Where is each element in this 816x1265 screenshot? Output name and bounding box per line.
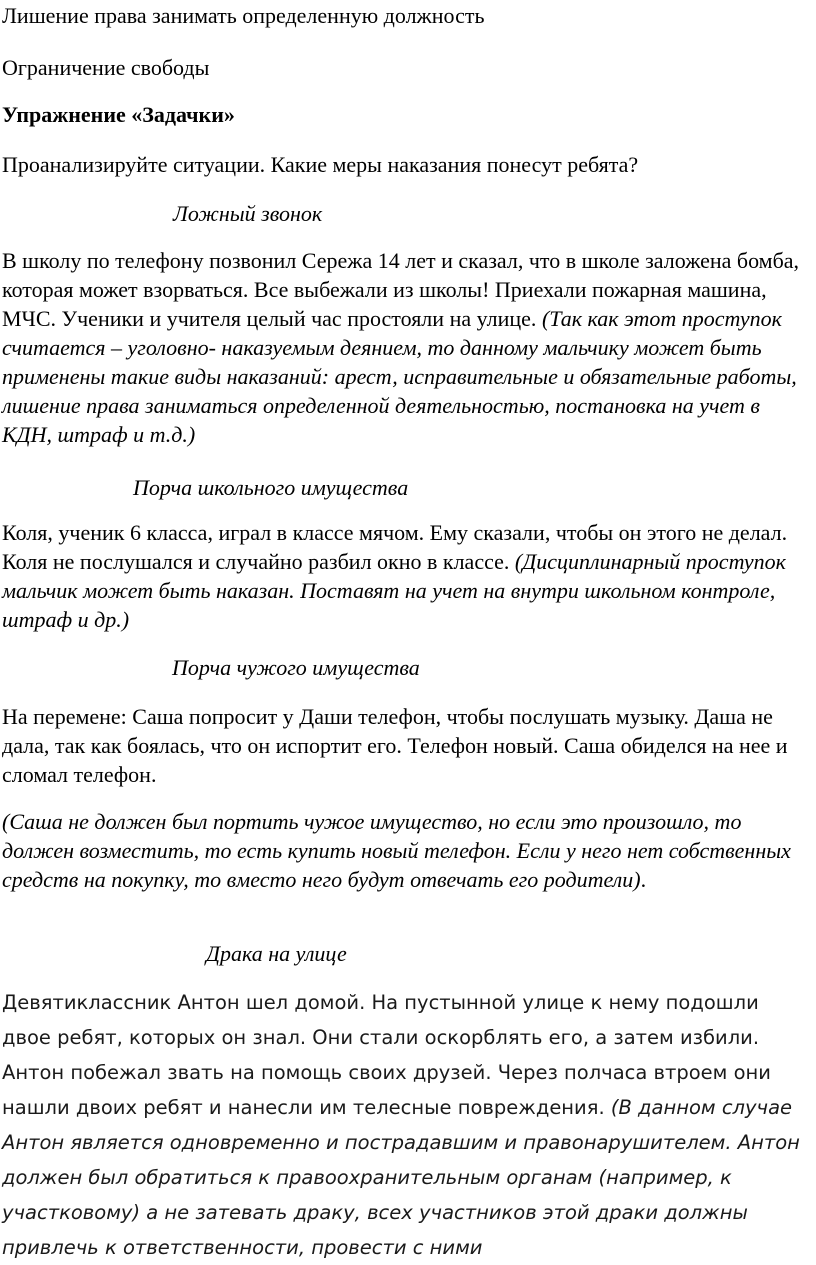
case-others-property-paragraph	[2, 702, 812, 789]
case-others-property-text: На перемене: Саша попросит у Даши телефон, чтобы послушать музыку. Даша не дала, так как боялась, что он испортит его. Телефон новый. Саша обиделся на нее и сломал телефон.	[2, 704, 788, 787]
case-false-call-paragraph	[2, 246, 812, 449]
case-others-property-answer-end: .	[640, 867, 647, 892]
case-school-property-answer: (Дисциплинарный проступок мальчик может быть наказан. Поставят на учет на внутри школьном контроле, штраф и др.)	[2, 549, 786, 632]
case-school-property-text: Коля, ученик 6 класса, играл в классе мячом. Ему сказали, чтобы он этого не делал. Коля не послушался и случайно разбил окно в классе.	[2, 520, 788, 574]
case-others-property-answer-paragraph	[2, 807, 812, 894]
case-others-property-answer: (Саша не должен был портить чужое имущество, но если это произошло, то должен возместить, то есть купить новый телефон. Если у него нет собственных средств на покупку, то вместо него будут отвечать его родители)	[2, 809, 791, 892]
case-title-street-fight: Драка на улице	[206, 941, 347, 966]
case-street-fight-text: Девятиклассник Антон шел домой. На пустынной улице к нему подошли двое ребят, которых он знал. Они стали оскорблять его, а затем избили. Антон побежал звать на помощь своих друзей. Через полчаса втроем они нашли двоих ребят и нанесли им телесные повреждения.	[2, 991, 771, 1119]
case-false-call-text: В школу по телефону позвонил Сережа 14 лет и сказал, что в школе заложена бомба, которая может взорваться. Все выбежали из школы! Приехали пожарная машина, МЧС. Ученики и учителя целый час простояли на улице.	[2, 248, 800, 331]
case-title-others-property: Порча чужого имущества	[172, 655, 420, 680]
case-street-fight-paragraph	[2, 985, 812, 1265]
line-deprivation-of-right: Лишение права занимать определенную должность	[2, 3, 485, 28]
case-school-property-paragraph	[2, 518, 812, 634]
case-street-fight-answer: (В данном случае Антон является одновременно и пострадавшим и правонарушителем. Антон должен был обратиться к правоохранительным органам (например, к участковому) а не затевать драку, всех участников этой драки должны привлечь к ответственности, провести с ними	[2, 1096, 800, 1259]
line-restriction-of-freedom: Ограничение свободы	[2, 55, 210, 80]
exercise-title: Упражнение «Задачки»	[2, 102, 235, 127]
task-instruction: Проанализируйте ситуации. Какие меры наказания понесут ребята?	[2, 152, 639, 177]
case-false-call-answer: (Так как этот проступок считается – уголовно- наказуемым деянием, то данному мальчику может быть применены такие виды наказаний: арест, исправительные и обязательные работы, лишение права заниматься определенной деятельностью, постановка на учет в КДН, штраф и т.д.)	[2, 306, 797, 447]
case-title-school-property: Порча школьного имущества	[133, 475, 409, 500]
case-title-false-call: Ложный звонок	[173, 201, 323, 226]
